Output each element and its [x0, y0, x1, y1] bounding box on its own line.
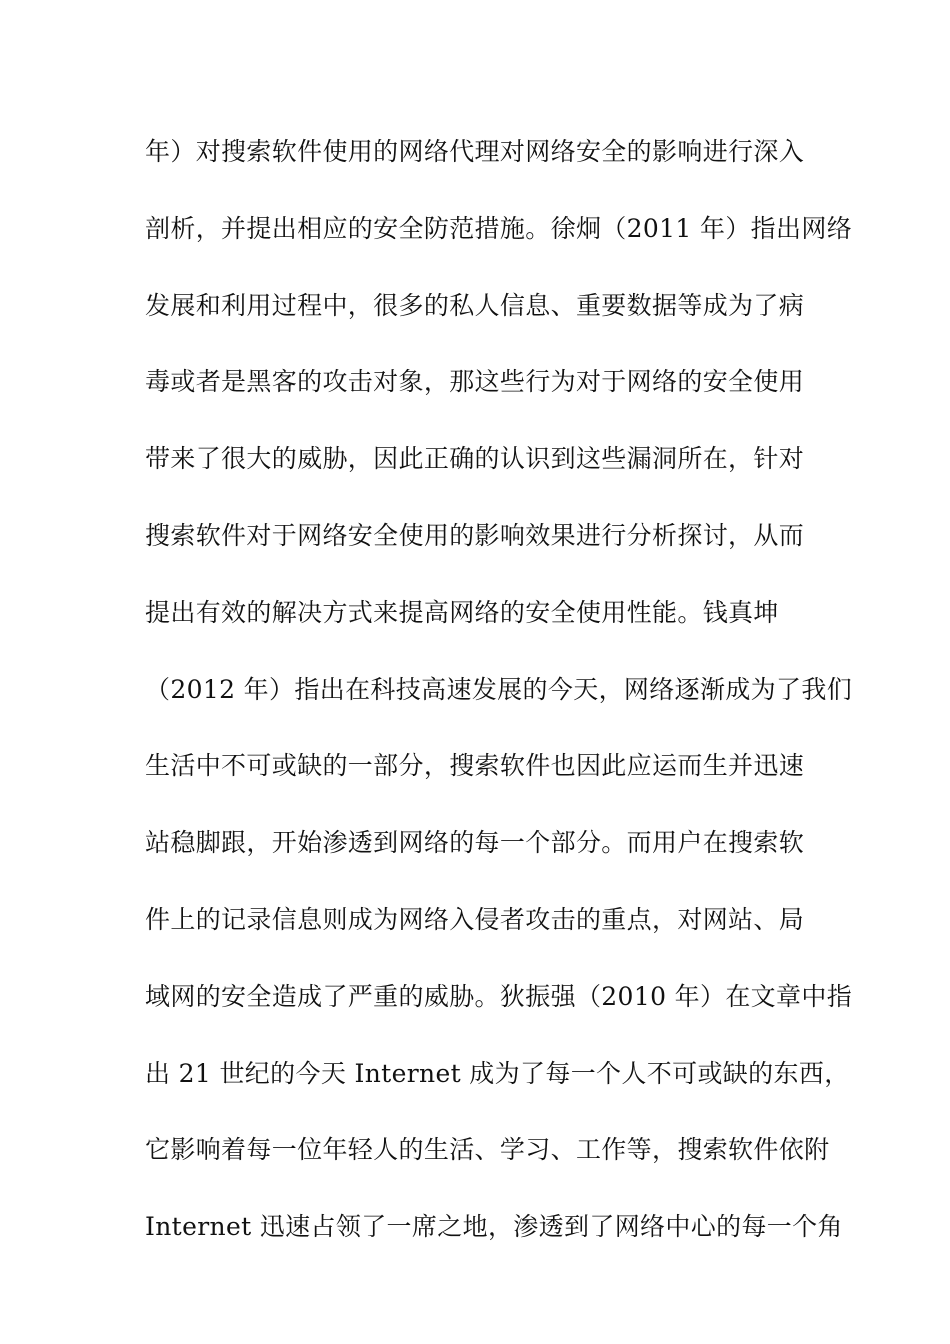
- text-line: 生活中不可或缺的一部分，搜索软件也因此应运而生并迅速: [145, 751, 805, 781]
- text-line: 域网的安全造成了严重的威胁。狄振强（2010 年）在文章中指: [145, 981, 853, 1011]
- text-line: 件上的记录信息则成为网络入侵者攻击的重点，对网站、局: [145, 904, 805, 934]
- text-line: 带来了很大的威胁，因此正确的认识到这些漏洞所在，针对: [145, 444, 805, 474]
- text-line: 它影响着每一位年轻人的生活、学习、工作等，搜索软件依附: [145, 1135, 830, 1165]
- text-line: 毒或者是黑客的攻击对象，那这些行为对于网络的安全使用: [145, 367, 805, 397]
- text-line: 年）对搜索软件使用的网络代理对网络安全的影响进行深入: [145, 137, 805, 166]
- text-line: Internet 迅速占领了一席之地，渗透到了网络中心的每一个角: [145, 1212, 843, 1242]
- text-line: 站稳脚跟，开始渗透到网络的每一个部分。而用户在搜索软: [145, 828, 805, 858]
- text-line: 剖析，并提出相应的安全防范措施。徐炯（2011 年）指出网络: [145, 213, 853, 243]
- text-line: 发展和利用过程中，很多的私人信息、重要数据等成为了病: [145, 290, 805, 320]
- text-line: 出 21 世纪的今天 Internet 成为了每一个人不可或缺的东西，: [145, 1058, 850, 1088]
- text-line: 提出有效的解决方式来提高网络的安全使用性能。钱真坤: [145, 597, 779, 627]
- text-line: （2012 年）指出在科技高速发展的今天，网络逐渐成为了我们: [145, 674, 853, 704]
- body-paragraph: [145, 124, 853, 1276]
- text-line: 搜索软件对于网络安全使用的影响效果进行分析探讨，从而: [145, 520, 805, 550]
